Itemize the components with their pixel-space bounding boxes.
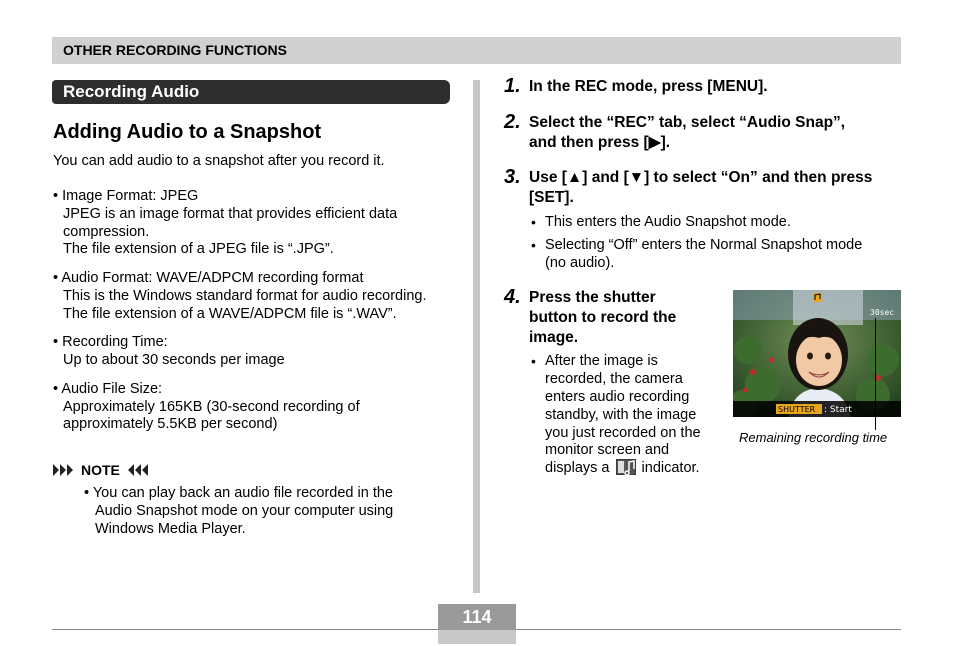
step4-sub: you just recorded on the — [545, 425, 701, 441]
bullet-title: • Recording Time: — [53, 333, 168, 351]
step-number: 4. — [504, 286, 521, 308]
bullet-title: • Image Format: JPEG — [53, 187, 198, 205]
step-text: Press the shutter — [529, 289, 656, 306]
bullet-title: • Audio File Size: — [53, 380, 162, 398]
sub-bullet-dot: • — [531, 214, 536, 230]
step4-sub: After the image is — [545, 353, 658, 369]
section-title: Recording Audio — [63, 82, 200, 101]
bullet-line: Approximately 165KB (30-second recording of — [63, 399, 360, 415]
shutter-action: : Start — [824, 405, 852, 415]
page-number-box — [438, 604, 516, 644]
caption-leader-line — [875, 318, 876, 430]
bullet-line: approximately 5.5KB per second) — [63, 416, 278, 432]
step3-sub: Selecting “Off” enters the Normal Snapshot mode — [545, 237, 863, 253]
step-number: 1. — [504, 75, 521, 97]
photo-caption: Remaining recording time — [739, 430, 888, 445]
sub-bullet-dot: • — [531, 353, 536, 369]
step-text: In the REC mode, press [MENU]. — [529, 78, 768, 95]
timer-readout: 30sec — [870, 308, 895, 317]
page-number-tab — [438, 630, 516, 644]
step-text: Use [▲] and [▼] to select “On” and then press — [529, 169, 873, 186]
step4-sub-last — [545, 459, 700, 477]
section-bar — [52, 80, 450, 104]
note-header — [53, 462, 148, 478]
step-text: button to record the — [529, 309, 677, 326]
step-text: image. — [529, 329, 579, 346]
step-number: 2. — [504, 111, 521, 133]
step-number: 3. — [504, 166, 521, 188]
step4-sub-text: displays a — [545, 460, 610, 476]
step-text: Select the “REC” tab, select “Audio Snap”, — [529, 114, 846, 131]
note-line: Windows Media Player. — [95, 521, 246, 537]
audio-snapshot-indicator-icon — [616, 459, 636, 475]
step4-sub: recorded, the camera — [545, 371, 683, 387]
note-right-arrows-icon — [126, 463, 148, 477]
note-line: • You can play back an audio file recorded in the — [84, 484, 393, 502]
page-heading: Adding Audio to a Snapshot — [53, 121, 322, 143]
step-text: [SET]. — [529, 189, 574, 206]
shutter-label: SHUTTER — [778, 405, 816, 414]
chapter-title: OTHER RECORDING FUNCTIONS — [63, 42, 287, 58]
column-divider — [473, 80, 480, 593]
step4-sub-text: indicator. — [641, 460, 700, 476]
step4-sub: enters audio recording — [545, 389, 690, 405]
bullet-line: JPEG is an image format that provides efficient data — [63, 206, 398, 222]
bullet-title: • Audio Format: WAVE/ADPCM recording format — [53, 269, 363, 287]
bullet-line: compression. — [63, 224, 150, 240]
bullet-line: The file extension of a WAVE/ADPCM file is “.WAV”. — [63, 306, 397, 322]
note-left-arrows-icon — [53, 463, 75, 477]
step3-sub: This enters the Audio Snapshot mode. — [545, 214, 791, 230]
intro-text: You can add audio to a snapshot after you record it. — [53, 153, 385, 169]
step-text: and then press [▶]. — [529, 134, 671, 151]
sub-bullet-dot: • — [531, 237, 536, 253]
step4-sub: monitor screen and — [545, 442, 670, 458]
bullet-line: The file extension of a JPEG file is “.JPG”. — [63, 241, 334, 257]
bullet-line: This is the Windows standard format for audio recording. — [63, 288, 427, 304]
step4-sub: standby, with the image — [545, 407, 697, 423]
chapter-header — [52, 37, 901, 64]
note-line: Audio Snapshot mode on your computer using — [95, 503, 394, 519]
step3-sub: (no audio). — [545, 255, 615, 271]
note-label: NOTE — [81, 462, 120, 478]
bullet-line: Up to about 30 seconds per image — [63, 352, 285, 368]
page-number: 114 — [438, 604, 516, 630]
